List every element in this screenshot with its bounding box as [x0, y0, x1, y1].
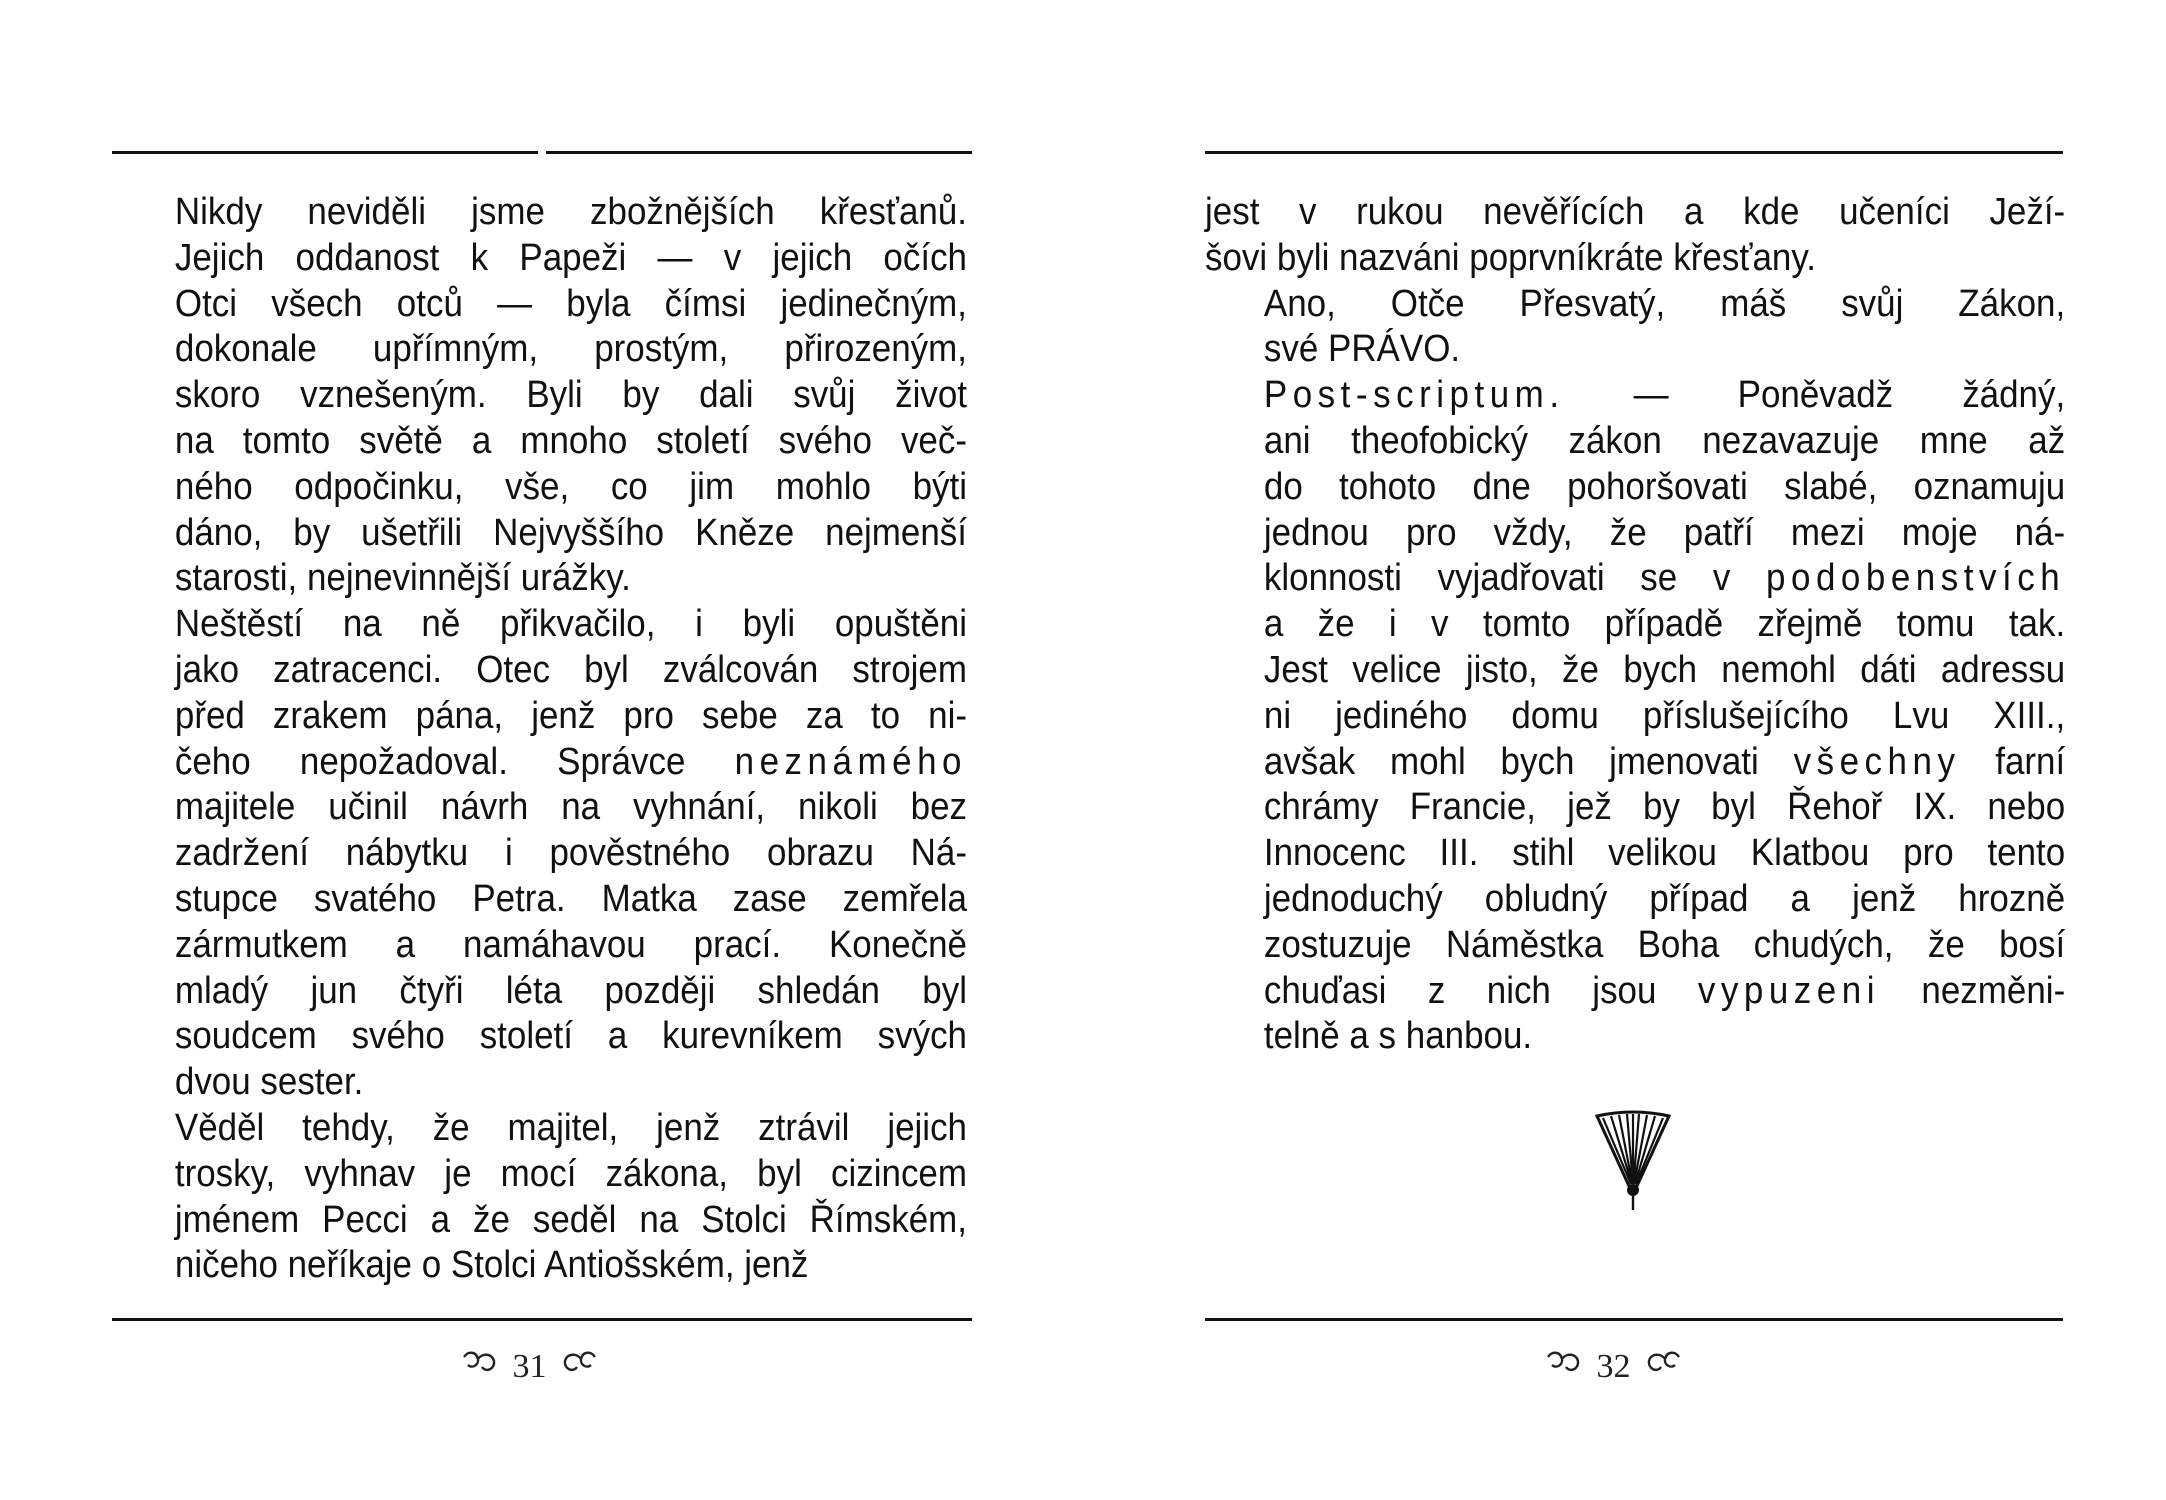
paragraph — [1205, 190, 2065, 282]
line: jest v rukou nevěřících a kde učeníci Ježí- — [1205, 191, 2066, 233]
fan-fleuron-icon — [1593, 1110, 1673, 1215]
folio-ornament-right — [1647, 1349, 1681, 1383]
line: majitele učinil návrh na vyhnání, nikoli bez — [174, 786, 967, 829]
right-page — [1083, 0, 2166, 1500]
line: trosky, vyhnav je mocí zákona, byl cizincem — [174, 1152, 967, 1195]
line: jako zatracenci. Otec byl zválcován strojem — [174, 648, 967, 691]
line: své PRÁVO. — [1263, 328, 1461, 371]
line: Neštěstí na ně přikvačilo, i byli opuštěni — [174, 603, 967, 646]
line: chrámy Francie, jež by byl Řehoř IX. nebo — [1263, 786, 2066, 829]
line: dokonale upřímným, prostým, přirozeným, — [174, 328, 967, 371]
line: čeho nepožadoval. Správce neznámého — [174, 740, 967, 783]
page-number: 31 — [512, 1348, 547, 1385]
left-body-text — [116, 190, 967, 1289]
line: na tomto světě a mnoho století svého več- — [174, 419, 967, 462]
line: Otci všech otců — byla čímsi jedinečným, — [174, 282, 967, 325]
line: Post-scriptum. — Poněvadž žádný, — [1263, 374, 2066, 417]
line: Věděl tehdy, že majitel, jenž ztrávil jejich — [174, 1106, 967, 1149]
paragraph — [116, 190, 967, 602]
line: Jest velice jisto, že bych nemohl dáti adressu — [1263, 648, 2066, 691]
top-rule-left-a — [112, 151, 538, 154]
folio-ornament-right — [563, 1349, 597, 1383]
line: šovi byli nazváni poprvníkráte křesťany. — [1205, 236, 1816, 279]
paragraph — [1205, 373, 2065, 1060]
top-rule-right — [1205, 151, 2063, 154]
line: Nikdy neviděli jsme zbožnějších křesťanů. — [174, 191, 967, 233]
line: ničeho neříkaje o Stolci Antiošském, jenž — [174, 1244, 809, 1287]
line: mladý jun čtyři léta později shledán byl — [174, 969, 967, 1012]
paragraph — [1205, 282, 2065, 374]
paragraph — [116, 1106, 967, 1289]
line: jednoduchý obludný případ a jenž hrozně — [1263, 877, 2066, 920]
line: ného odpočinku, vše, co jim mohlo býti — [174, 465, 967, 508]
line: stupce svatého Petra. Matka zase zemřela — [174, 877, 967, 920]
line: jménem Pecci a že seděl na Stolci Římském, — [174, 1198, 967, 1241]
bottom-rule-left — [112, 1318, 972, 1321]
folio-ornament-left — [462, 1349, 496, 1383]
line: dvou sester. — [174, 1061, 364, 1104]
line: zostuzuje Náměstka Boha chudých, že bosí — [1263, 923, 2066, 966]
paragraph — [116, 602, 967, 1106]
line: avšak mohl bych jmenovati všechny farní — [1263, 740, 2066, 783]
line: klonnosti vyjadřovati se v podobenstvích — [1263, 557, 2066, 600]
top-rule-left-b — [546, 151, 972, 154]
line: do tohoto dne pohoršovati slabé, oznamuju — [1263, 465, 2066, 508]
line: dáno, by ušetřili Nejvyššího Kněze nejmenší — [174, 511, 967, 554]
line: telně a s hanbou. — [1263, 1015, 1533, 1058]
line: Innocenc III. stihl velikou Klatbou pro tento — [1263, 832, 2066, 875]
line: Ano, Otče Přesvatý, máš svůj Zákon, — [1263, 282, 2066, 325]
line: ani theofobický zákon nezavazuje mne až — [1263, 419, 2066, 462]
line: a že i v tomto případě zřejmě tomu tak. — [1263, 603, 2066, 646]
folio-ornament-left — [1546, 1349, 1580, 1383]
page-number: 32 — [1596, 1348, 1631, 1385]
line: soudcem svého století a kurevníkem svých — [174, 1015, 967, 1058]
line: skoro vznešeným. Byli by dali svůj život — [174, 374, 967, 417]
line: jednou pro vždy, že patří mezi moje ná- — [1263, 511, 2066, 554]
page-number-left — [462, 1348, 597, 1386]
line: chuďasi z nich jsou vypuzeni nezměni- — [1263, 969, 2066, 1012]
line: Jejich oddanost k Papeži — v jejich očích — [174, 236, 967, 279]
line: zármutkem a namáhavou prací. Konečně — [174, 923, 967, 966]
line: ni jediného domu příslušejícího Lvu XIII., — [1263, 694, 2066, 737]
line: před zrakem pána, jenž pro sebe za to ni- — [174, 694, 967, 737]
bottom-rule-right — [1205, 1318, 2063, 1321]
line: starosti, nejnevinnější urážky. — [174, 557, 631, 600]
line: zadržení nábytku i pověstného obrazu Ná- — [174, 832, 967, 875]
right-body-text — [1205, 190, 2065, 1060]
page-number-right — [1546, 1348, 1681, 1386]
